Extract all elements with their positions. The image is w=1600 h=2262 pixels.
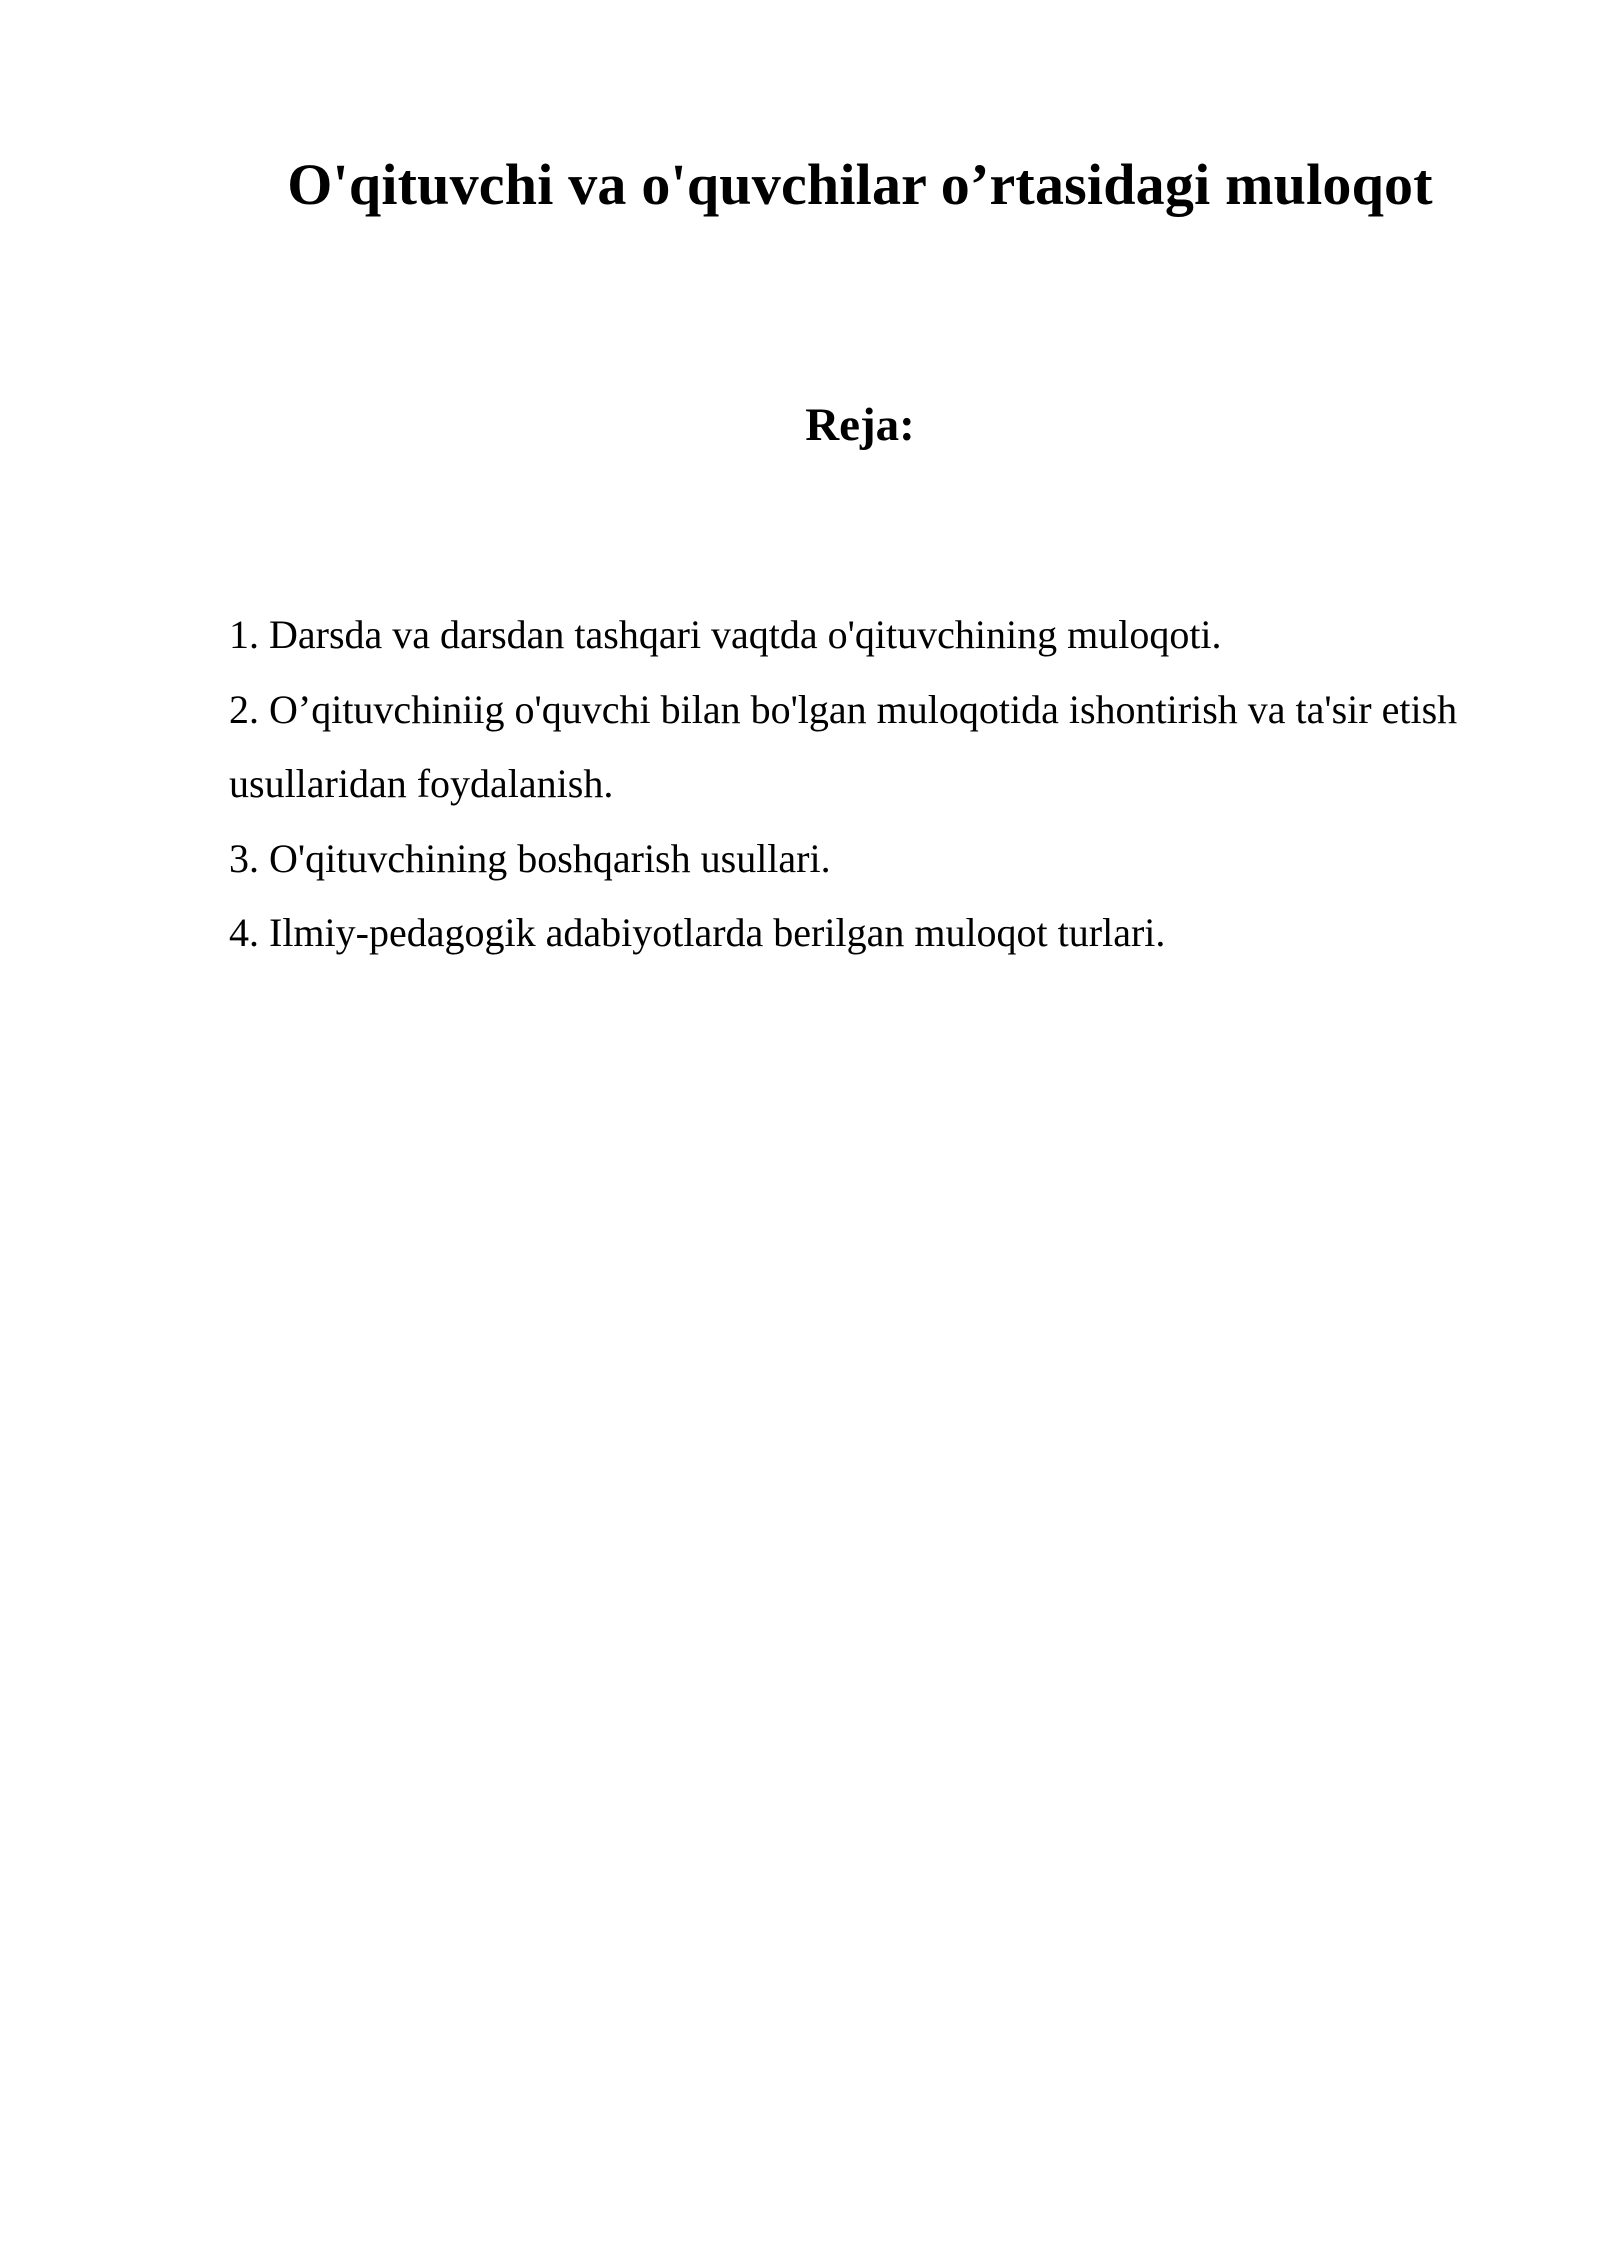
plan-item-2: 2. O’qituvchiniig o'quvchi bilan bo'lgan muloqotida ishontirish va ta'sir etish usullaridan foydalanish. xyxy=(229,686,1458,806)
document-title: O'qituvchi va o'quvchilar o’rtasidagi muloqot xyxy=(287,152,1433,217)
plan-heading: Reja: xyxy=(805,399,915,451)
plan-list xyxy=(229,598,1479,971)
plan-item-1: 1. Darsda va darsdan tashqari vaqtda o'qituvchining muloqoti. xyxy=(229,612,1222,657)
plan-item-4: 4. Ilmiy-pedagogik adabiyotlarda berilgan muloqot turlari. xyxy=(229,910,1166,955)
plan-item-3: 3. O'qituvchining boshqarish usullari. xyxy=(229,835,831,881)
